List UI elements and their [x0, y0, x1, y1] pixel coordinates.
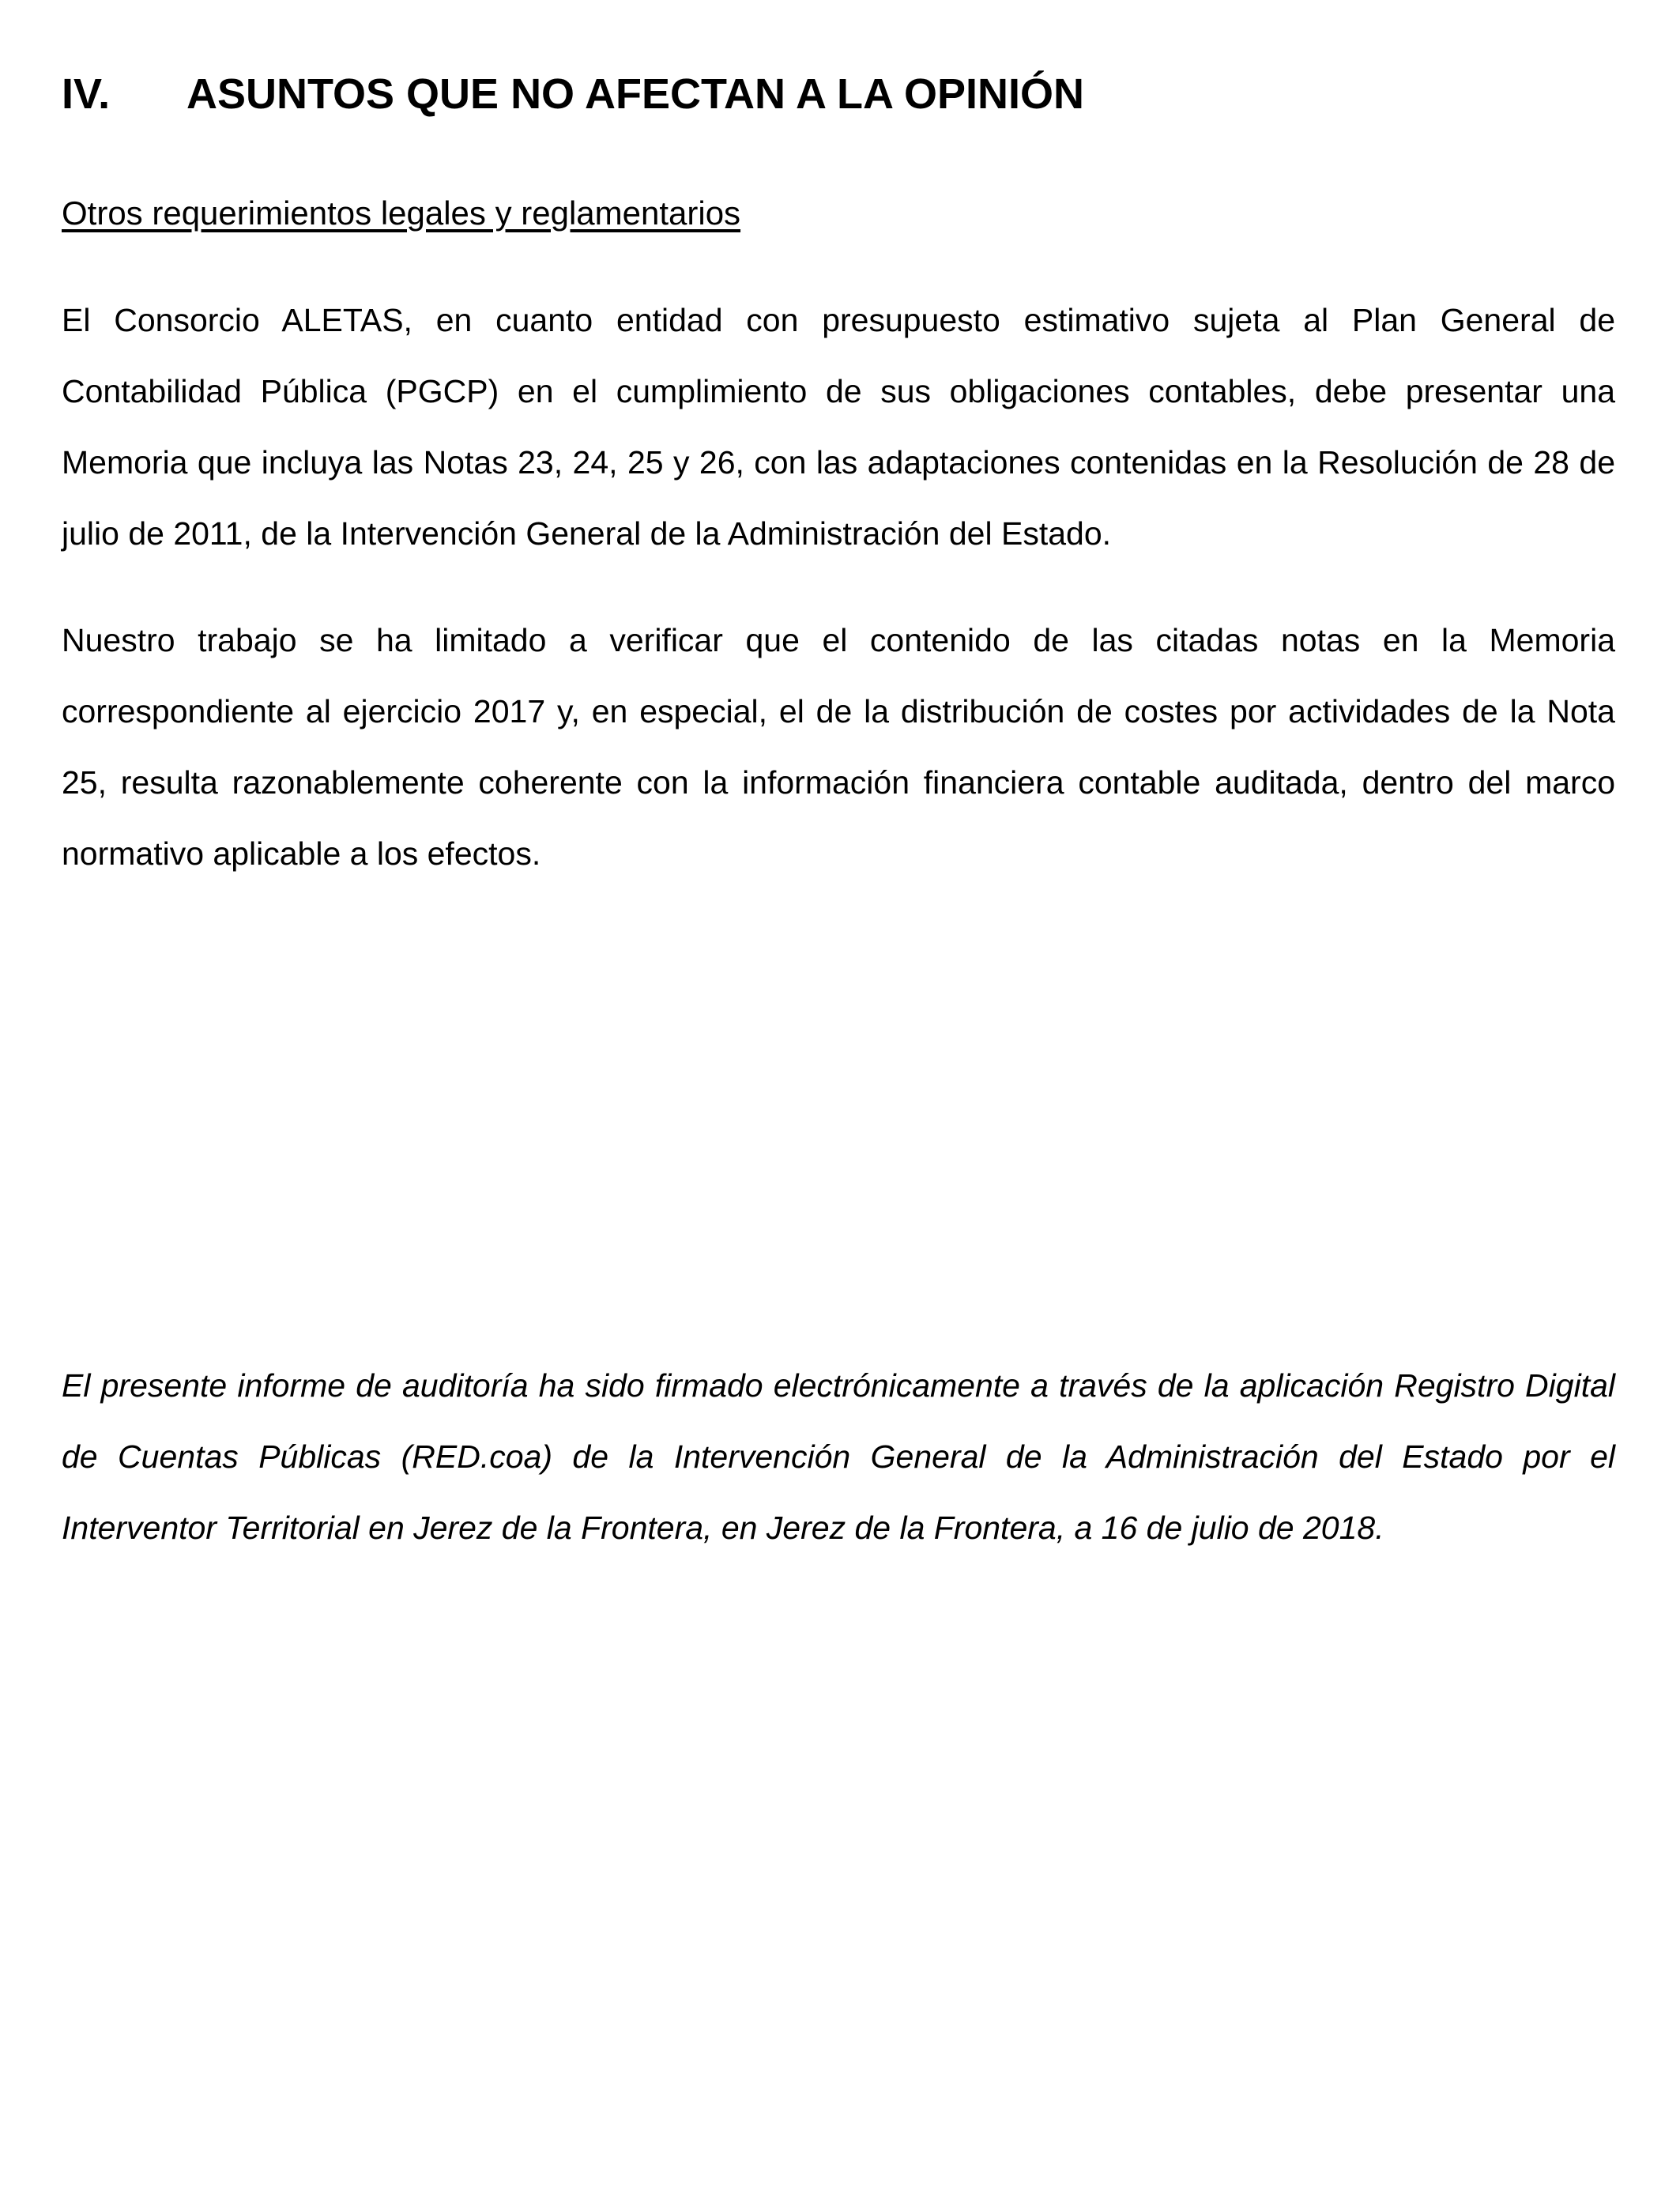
signature-note: El presente informe de auditoría ha sido firmado electrónicamente a través de la aplicación Registro Digital de Cuentas Públicas (RED.coa) de la Intervención General de la Administración del Estado por el Interventor Territorial en Jerez de la Frontera, en Jerez de la Frontera, a 16 de julio de 2018. — [62, 1367, 1615, 1546]
paragraph-consorcio: El Consorcio ALETAS, en cuanto entidad con presupuesto estimativo sujeta al Plan General de Contabilidad Pública (PGCP) en el cumplimiento de sus obligaciones contables, debe presentar una Memoria que incluya las Notas 23, 24, 25 y 26, con las adaptaciones contenidas en la Resolución de 28 de julio de 2011, de la Intervención General de la Administración del Estado. — [62, 302, 1615, 552]
subsection-title: Otros requerimientos legales y reglamentarios — [62, 194, 741, 232]
paragraph-trabajo: Nuestro trabajo se ha limitado a verificar que el contenido de las citadas notas en la Memoria correspondiente al ejercicio 2017 y, en especial, el de la distribución de costes por actividades de la Nota 25, resulta razonablemente coherente con la información financiera contable auditada, dentro del marco normativo aplicable a los efectos. — [62, 622, 1615, 872]
section-number: IV. — [62, 70, 111, 118]
section-title: ASUNTOS QUE NO AFECTAN A LA OPINIÓN — [186, 70, 1085, 118]
section-heading — [62, 68, 1610, 120]
